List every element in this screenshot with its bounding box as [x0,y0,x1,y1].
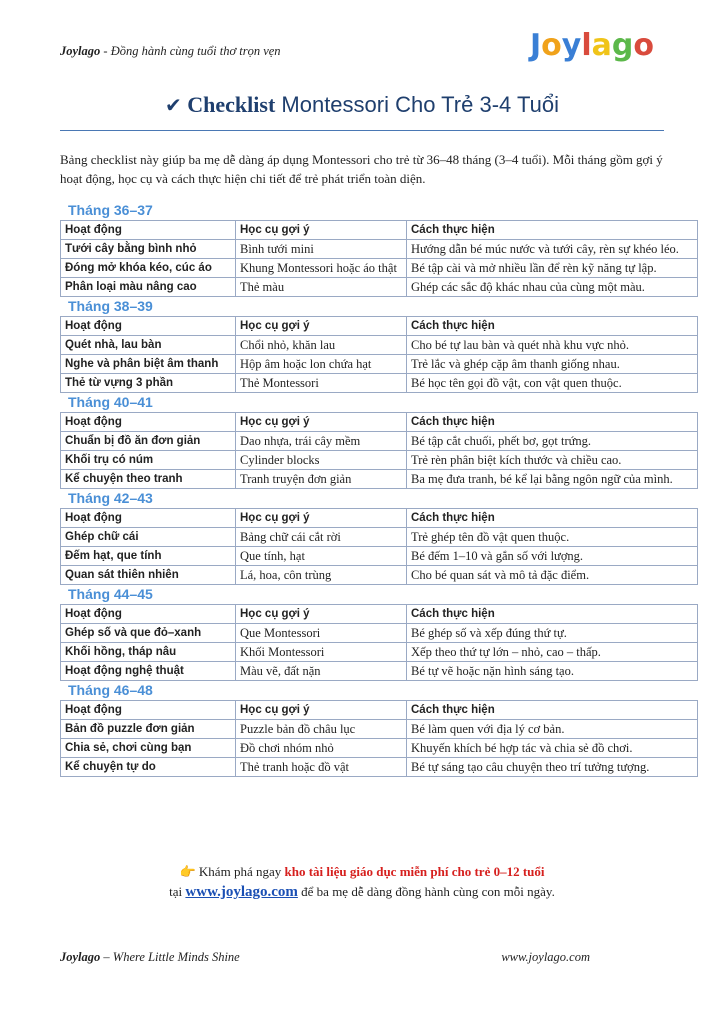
activity-cell: Ghép số và que đỏ–xanh [61,624,236,643]
activity-cell: Đếm hạt, que tính [61,547,236,566]
section-title: Tháng 46–48 [68,682,153,698]
footer-url: www.joylago.com [501,950,590,964]
method-cell: Bé tập cắt chuối, phết bơ, gọt trứng. [407,432,698,451]
checklist-table [60,604,698,681]
table-row [61,336,698,355]
column-header: Học cụ gợi ý [236,221,407,240]
material-cell: Bình tưới mini [236,240,407,259]
activity-cell: Ghép chữ cái [61,528,236,547]
checkmark-icon: ✔ [165,93,182,117]
table-row [61,643,698,662]
table-row [61,240,698,259]
material-cell: Khung Montessori hoặc áo thật [236,259,407,278]
logo-letter: y [561,28,582,63]
activity-cell: Nghe và phân biệt âm thanh [61,355,236,374]
table-header-row [61,605,698,624]
section-title: Tháng 38–39 [68,298,153,314]
section-title: Tháng 44–45 [68,586,153,602]
method-cell: Ba mẹ đưa tranh, bé kể lại bằng ngôn ngữ của mình. [407,470,698,489]
table-row [61,451,698,470]
method-cell: Cho bé quan sát và mô tả đặc điểm. [407,566,698,585]
header-tagline: - Đồng hành cùng tuổi thơ trọn vẹn [100,44,281,58]
activity-cell: Khối hồng, tháp nâu [61,643,236,662]
checklist-table [60,700,698,777]
method-cell: Bé tự sáng tạo câu chuyện theo trí tưởng tượng. [407,758,698,777]
column-header: Hoạt động [61,221,236,240]
method-cell: Khuyến khích bé hợp tác và chia sẻ đồ chơi. [407,739,698,758]
column-header: Cách thực hiện [407,701,698,720]
material-cell: Màu vẽ, đất nặn [236,662,407,681]
table-row [61,624,698,643]
table-row [61,528,698,547]
method-cell: Trẻ rèn phân biệt kích thước và chiều cao. [407,451,698,470]
method-cell: Bé tập cài và mở nhiều lần để rèn kỹ năng tự lập. [407,259,698,278]
material-cell: Que tính, hạt [236,547,407,566]
column-header: Cách thực hiện [407,509,698,528]
page-header [60,44,281,59]
method-cell: Bé học tên gọi đồ vật, con vật quen thuộc. [407,374,698,393]
title-strong: Checklist [187,92,276,117]
table-header-row [61,221,698,240]
checklist-table [60,412,698,489]
column-header: Hoạt động [61,605,236,624]
column-header: Cách thực hiện [407,413,698,432]
method-cell: Bé tự vẽ hoặc nặn hình sáng tạo. [407,662,698,681]
material-cell: Lá, hoa, côn trùng [236,566,407,585]
logo-letter: g [611,28,634,63]
promo-highlight: kho tài liệu giáo dục miễn phí cho trẻ 0–12 tuổi [284,864,545,879]
activity-cell: Thẻ từ vựng 3 phần [61,374,236,393]
method-cell: Bé đếm 1–10 và gắn số với lượng. [407,547,698,566]
method-cell: Bé ghép số và xếp đúng thứ tự. [407,624,698,643]
joylago-link[interactable]: www.joylago.com [185,884,298,900]
intro-paragraph: Bảng checklist này giúp ba mẹ dễ dàng áp dụng Montessori cho trẻ từ 36–48 tháng (3–4 tuổi). Mỗi tháng gồm gợi ý hoạt động, học cụ và cách thực hiện chi tiết để trẻ phát triển toàn diện. [60,152,663,186]
activity-cell: Kể chuyện tự do [61,758,236,777]
checklist-table [60,220,698,297]
material-cell: Thẻ màu [236,278,407,297]
activity-cell: Kể chuyện theo tranh [61,470,236,489]
material-cell: Puzzle bản đồ châu lục [236,720,407,739]
activity-cell: Khối trụ có núm [61,451,236,470]
material-cell: Dao nhựa, trái cây mềm [236,432,407,451]
logo-letter: J [530,28,542,63]
method-cell: Bé làm quen với địa lý cơ bản. [407,720,698,739]
column-header: Học cụ gợi ý [236,605,407,624]
promo-box [60,862,664,902]
table-row [61,278,698,297]
activity-cell: Bản đồ puzzle đơn giản [61,720,236,739]
section-title: Tháng 40–41 [68,394,153,410]
table-row [61,566,698,585]
footer-slogan: – Where Little Minds Shine [100,950,240,964]
section-title: Tháng 42–43 [68,490,153,506]
method-cell: Cho bé tự lau bàn và quét nhà khu vực nhỏ. [407,336,698,355]
checklist-table [60,316,698,393]
activity-cell: Đóng mở khóa kéo, cúc áo [61,259,236,278]
column-header: Cách thực hiện [407,221,698,240]
table-row [61,470,698,489]
table-row [61,547,698,566]
joylago-logo[interactable] [530,26,660,66]
promo-line-2 [60,882,664,902]
promo-post-link: để ba mẹ dễ dàng đồng hành cùng con mỗi ngày. [297,884,555,899]
activity-cell: Chuẩn bị đồ ăn đơn giản [61,432,236,451]
logo-letter: o [541,28,562,63]
activity-cell: Chia sẻ, chơi cùng bạn [61,739,236,758]
material-cell: Hộp âm hoặc lon chứa hạt [236,355,407,374]
material-cell: Que Montessori [236,624,407,643]
material-cell: Đồ chơi nhóm nhỏ [236,739,407,758]
material-cell: Tranh truyện đơn giản [236,470,407,489]
table-header-row [61,317,698,336]
promo-lead: Khám phá ngay [195,864,285,879]
column-header: Học cụ gợi ý [236,701,407,720]
material-cell: Chổi nhỏ, khăn lau [236,336,407,355]
material-cell: Thẻ Montessori [236,374,407,393]
logo-letter: o [633,28,655,63]
table-header-row [61,509,698,528]
column-header: Học cụ gợi ý [236,413,407,432]
pointing-hand-icon: 👉 [179,865,196,880]
method-cell: Hướng dẫn bé múc nước và tưới cây, rèn sự khéo léo. [407,240,698,259]
logo-letter: l [581,28,592,63]
page-footer [60,950,590,965]
table-row [61,259,698,278]
checklist-sections [60,201,698,777]
column-header: Hoạt động [61,509,236,528]
method-cell: Trẻ lắc và ghép cặp âm thanh giống nhau. [407,355,698,374]
table-row [61,739,698,758]
section-title: Tháng 36–37 [68,202,153,218]
material-cell: Cylinder blocks [236,451,407,470]
title-divider [60,130,664,131]
header-brand: Joylago [60,44,101,58]
column-header: Học cụ gợi ý [236,317,407,336]
activity-cell: Hoạt động nghệ thuật [61,662,236,681]
page-title [60,92,664,118]
promo-line-1 [60,862,664,882]
table-header-row [61,413,698,432]
column-header: Hoạt động [61,317,236,336]
method-cell: Trẻ ghép tên đồ vật quen thuộc. [407,528,698,547]
column-header: Cách thực hiện [407,317,698,336]
activity-cell: Quan sát thiên nhiên [61,566,236,585]
table-row [61,720,698,739]
table-header-row [61,701,698,720]
activity-cell: Phân loại màu nâng cao [61,278,236,297]
activity-cell: Tưới cây bằng bình nhỏ [61,240,236,259]
title-rest: Montessori Cho Trẻ 3-4 Tuổi [275,92,559,117]
method-cell: Xếp theo thứ tự lớn – nhỏ, cao – thấp. [407,643,698,662]
column-header: Cách thực hiện [407,605,698,624]
logo-letter: a [591,28,612,63]
material-cell: Thẻ tranh hoặc đồ vật [236,758,407,777]
table-row [61,662,698,681]
material-cell: Khối Montessori [236,643,407,662]
column-header: Hoạt động [61,701,236,720]
column-header: Hoạt động [61,413,236,432]
table-row [61,374,698,393]
activity-cell: Quét nhà, lau bàn [61,336,236,355]
promo-pre-link: tại [169,884,186,899]
table-row [61,758,698,777]
material-cell: Bảng chữ cái cắt rời [236,528,407,547]
method-cell: Ghép các sắc độ khác nhau của cùng một màu. [407,278,698,297]
table-row [61,432,698,451]
table-row [61,355,698,374]
checklist-table [60,508,698,585]
column-header: Học cụ gợi ý [236,509,407,528]
footer-brand: Joylago [60,950,101,964]
